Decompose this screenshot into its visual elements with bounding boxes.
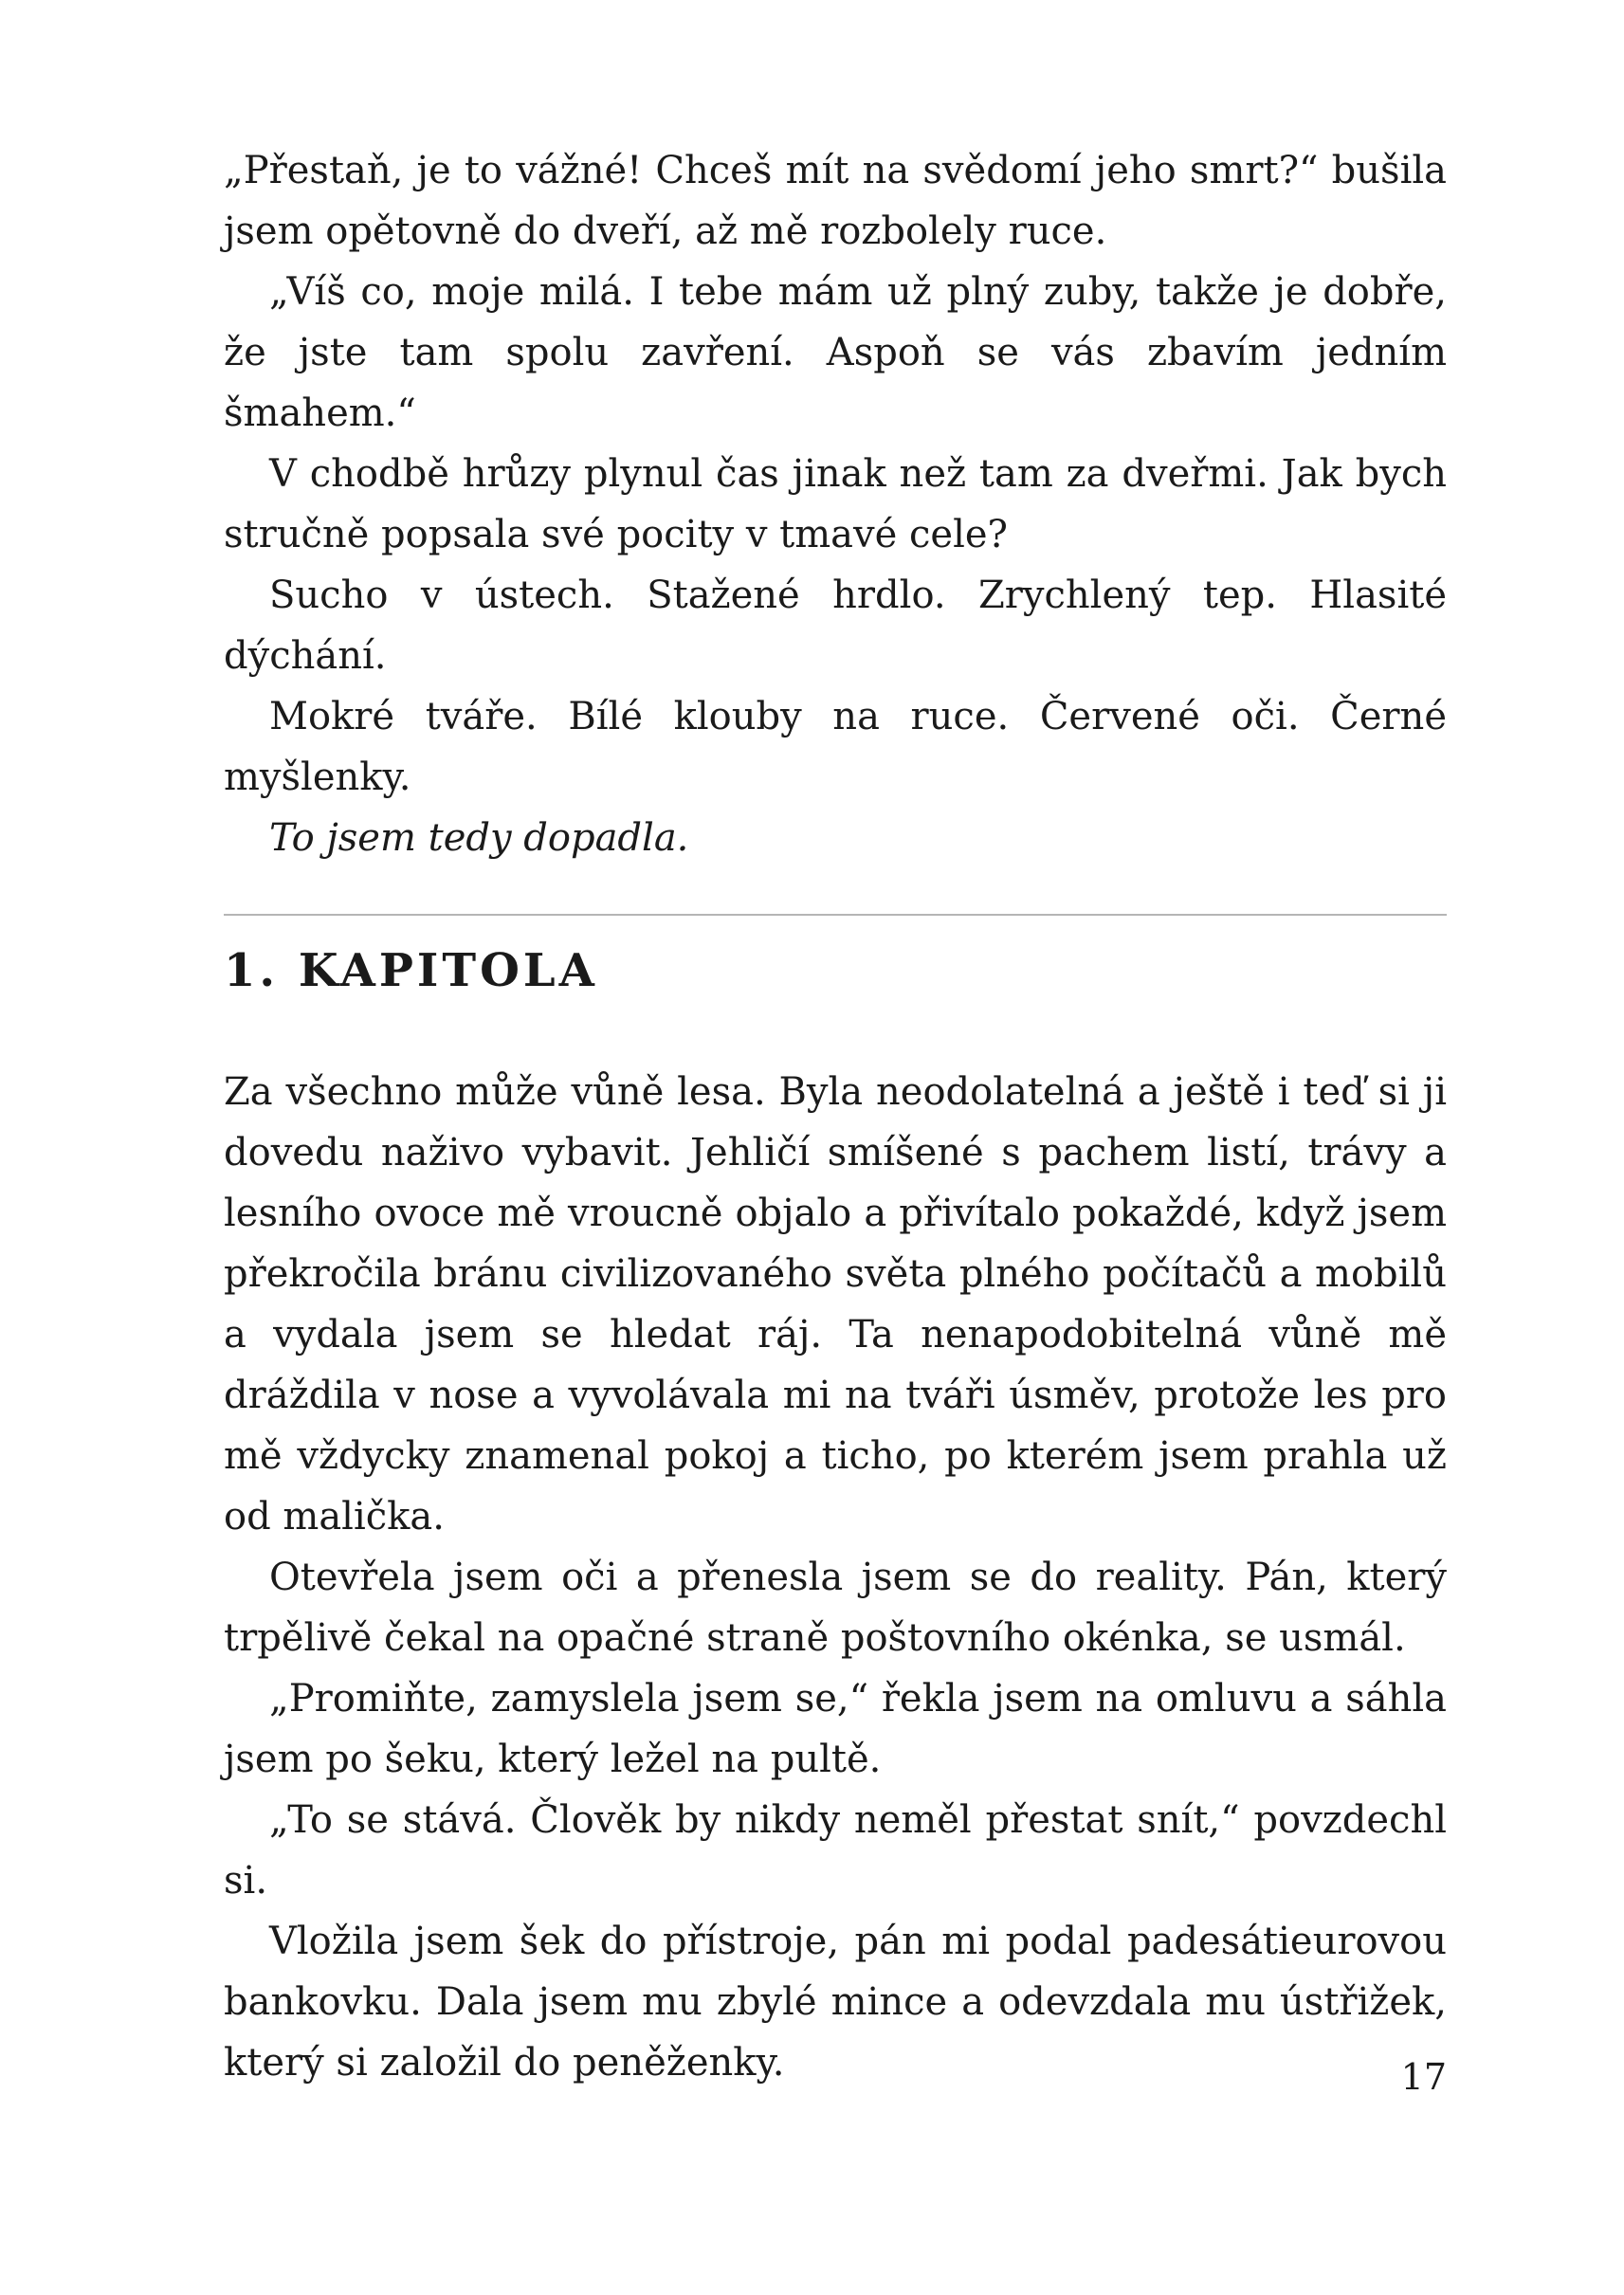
paragraph: Sucho v ústech. Stažené hrdlo. Zrychlený tep. Hlasité dýchání. — [224, 574, 1447, 678]
italic-paragraph: To jsem tedy dopadla. — [269, 816, 689, 860]
paragraph: Za všechno může vůně lesa. Byla neodolatelná a ještě i teď si ji dovedu naživo vybavit. Jehličí smíšené s pachem listí, trávy a lesního ovoce mě vroucně objalo a přivítalo pokaždé, když jsem překročila bránu civilizovaného světa plného počítačů a mobilů a vydala jsem se hledat ráj. Ta nenapodobitelná vůně mě dráždila v nose a vyvolávala mi na tváři úsměv, protože les pro mě vždycky znamenal pokoj a ticho, po kterém jsem prahla už od malička. — [224, 1070, 1447, 1539]
page-number: 17 — [1400, 2056, 1447, 2098]
chapter-heading: 1. KAPITOLA — [224, 944, 598, 997]
paragraph: V chodbě hrůzy plynul čas jinak než tam za dveřmi. Jak bych stručně popsala své pocity v tmavé cele? — [224, 452, 1447, 556]
paragraph: „Přestaň, je to vážné! Chceš mít na svědomí jeho smrt?“ bušila jsem opětovně do dveří, až mě rozbolely ruce. — [224, 149, 1447, 253]
previous-chapter-ending — [224, 140, 1447, 868]
chapter-body — [224, 1062, 1447, 2093]
paragraph: „Víš co, moje milá. I tebe mám už plný zuby, takže je dobře, že jste tam spolu zavření. Aspoň se vás zbavím jedním šmahem.“ — [224, 270, 1447, 435]
paragraph: „Promiňte, zamyslela jsem se,“ řekla jsem na omluvu a sáhla jsem po šeku, který ležel na pultě. — [224, 1677, 1447, 1781]
paragraph: Otevřela jsem oči a přenesla jsem se do reality. Pán, který trpělivě čekal na opačné straně poštovního okénka, se usmál. — [224, 1556, 1447, 1660]
chapter-divider — [224, 914, 1447, 916]
paragraph: „To se stává. Člověk by nikdy neměl přestat snít,“ povzdechl si. — [224, 1798, 1447, 1903]
paragraph: Mokré tváře. Bílé klouby na ruce. Červené oči. Černé myšlenky. — [224, 695, 1447, 799]
paragraph: Vložila jsem šek do přístroje, pán mi podal padesátieurovou bankovku. Dala jsem mu zbylé mince a odevzdala mu ústřižek, který si založil do peněženky. — [224, 1920, 1447, 2085]
